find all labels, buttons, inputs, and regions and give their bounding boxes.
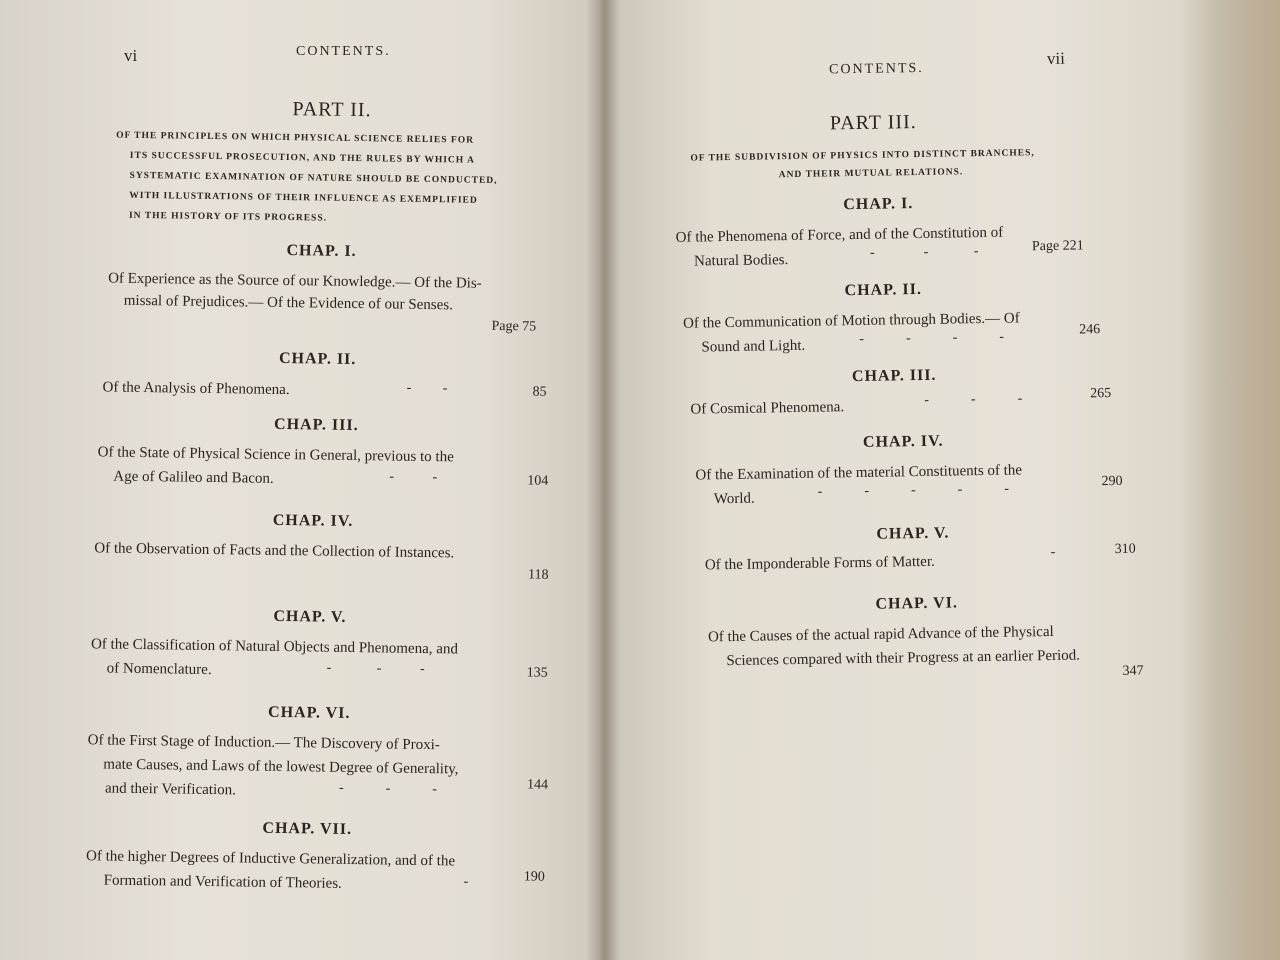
part-ii-description-line: OF THE PRINCIPLES ON WHICH PHYSICAL SCIENCE RELIES FOR [116, 130, 475, 146]
chapter-title-line: Of the Phenomena of Force, and of the Constitution of [675, 224, 1004, 246]
chapter-heading: CHAP. II. [278, 349, 357, 369]
chapter-title-line: and their Verification. [104, 780, 237, 799]
leader-dashes: - - - [326, 660, 425, 677]
page-number: 135 [526, 665, 548, 681]
chapter-title-line: Sound and Light. [701, 337, 806, 356]
chapter-title-line: Formation and Verification of Theories. [103, 872, 342, 892]
page-number: 290 [1101, 473, 1123, 490]
page-number: Page 221 [1031, 238, 1084, 255]
chapter-heading: CHAP. VI. [267, 703, 351, 722]
left-folio: vi [124, 46, 138, 65]
chapter-heading: CHAP. III. [851, 366, 937, 386]
page-number: 310 [1114, 541, 1136, 557]
page-number: 190 [523, 869, 545, 885]
page-number: 104 [527, 473, 549, 489]
book-gutter-shadow [586, 0, 620, 960]
chapter-title-line: Sciences compared with their Progress at an earlier Period. [726, 647, 1081, 670]
chapter-heading: CHAP. V. [273, 607, 347, 626]
right-running-head: CONTENTS. [829, 60, 924, 78]
chapter-title-line: Of Experience as the Source of our Knowledge.— Of the Dis- [108, 270, 482, 292]
chapter-heading: CHAP. VI. [875, 594, 959, 613]
chapter-title-line: Of Cosmical Phenomena. [690, 399, 845, 418]
left-running-head: CONTENTS. [296, 44, 391, 59]
chapter-title-line: Age of Galileo and Bacon. [113, 468, 274, 487]
chapter-title-line: missal of Prejudices.— Of the Evidence of our Senses. [123, 292, 453, 314]
chapter-title-line: Of the Observation of Facts and the Collection of Instances. [94, 540, 455, 562]
chapter-title-line: Of the Imponderable Forms of Matter. [704, 553, 935, 574]
part-iii-description-line: AND THEIR MUTUAL RELATIONS. [778, 167, 964, 181]
chapter-title-line: Of the Analysis of Phenomena. [102, 379, 290, 399]
page-number: 246 [1079, 322, 1101, 338]
chapter-heading: CHAP. III. [273, 415, 359, 435]
leader-dashes: - - [389, 469, 438, 486]
chapter-title-line: Of the State of Physical Science in General, previous to the [97, 444, 454, 466]
part-ii-description-line: SYSTEMATIC EXAMINATION OF NATURE SHOULD BE CONDUCTED, [129, 170, 498, 186]
leader-dashes: - [1050, 544, 1056, 560]
chapter-title-line: of Nomenclature. [106, 660, 212, 679]
chapter-heading: CHAP. I. [843, 195, 914, 214]
right-page [600, 0, 1240, 960]
page-number: 347 [1122, 663, 1144, 679]
part-ii-title: PART II. [292, 98, 372, 122]
chapter-heading: CHAP. IV. [272, 511, 354, 530]
chapter-title-line: World. [713, 490, 755, 508]
leader-dashes: - - - - [859, 329, 1005, 347]
chapter-heading: CHAP. II. [844, 280, 923, 300]
leader-dashes: - [463, 874, 469, 890]
right-folio: vii [1046, 48, 1066, 68]
leader-dashes: - - - [338, 780, 438, 798]
leader-dashes: - - - [869, 244, 979, 261]
chapter-heading: CHAP. VII. [262, 819, 353, 838]
chapter-heading: CHAP. I. [286, 242, 357, 261]
page-edge [1180, 0, 1280, 960]
part-iii-description-line: OF THE SUBDIVISION OF PHYSICS INTO DISTINCT BRANCHES, [690, 148, 1035, 164]
leader-dashes: - - [406, 380, 448, 397]
chapter-title-line: Of the higher Degrees of Inductive Generalization, and of the [85, 848, 456, 870]
chapter-title-line: Of the Examination of the material Constituents of the [695, 462, 1023, 484]
page-number: 118 [527, 567, 549, 583]
chapter-title-line: Of the First Stage of Induction.— The Discovery of Proxi- [87, 732, 440, 754]
chapter-heading: CHAP. IV. [862, 432, 944, 451]
page-number: 144 [526, 777, 549, 793]
chapter-title-line: Of the Causes of the actual rapid Advance of the Physical [707, 623, 1054, 646]
page-number: 265 [1090, 386, 1112, 402]
chapter-title-line: mate Causes, and Laws of the lowest Degree of Generality, [103, 756, 459, 778]
chapter-heading: CHAP. V. [876, 524, 950, 543]
left-page [0, 0, 600, 960]
part-ii-description-line: ITS SUCCESSFUL PROSECUTION, AND THE RULES BY WHICH A [129, 150, 475, 166]
page-number: 85 [532, 384, 547, 400]
page-number: Page 75 [491, 318, 537, 335]
chapter-title-line: Natural Bodies. [693, 252, 789, 270]
leader-dashes: - - - [924, 391, 1023, 408]
chapter-title-line: Of the Classification of Natural Objects and Phenomena, and [90, 636, 459, 658]
part-ii-description-line: WITH ILLUSTRATIONS OF THEIR INFLUENCE AS EXEMPLIFIED [129, 190, 478, 206]
leader-dashes: - - - - - [817, 481, 1010, 500]
part-iii-title: PART III. [829, 111, 917, 135]
part-ii-description-line: IN THE HISTORY OF ITS PROGRESS. [128, 210, 328, 224]
chapter-title-line: Of the Communication of Motion through Bodies.— Of [682, 310, 1020, 332]
